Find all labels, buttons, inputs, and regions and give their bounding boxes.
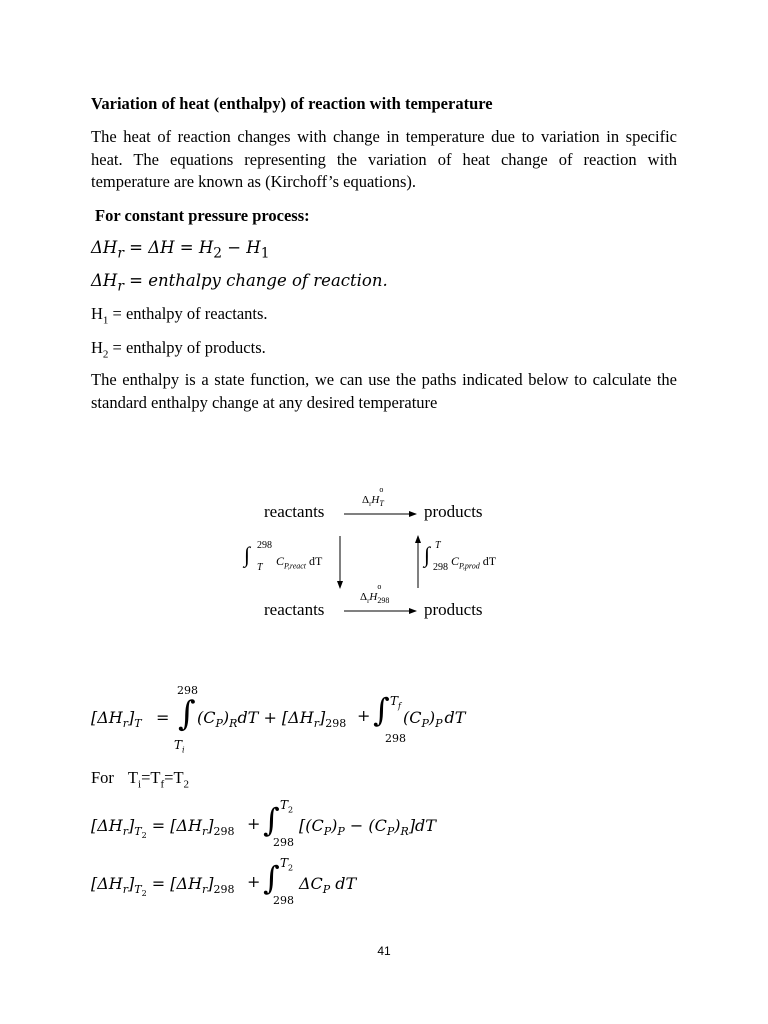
eq-text: =T [164, 768, 184, 787]
eq-sub: R [400, 825, 409, 839]
eq-text: (C [197, 708, 216, 727]
eq-sub: r [369, 500, 372, 509]
bottom-left-reactants: reactants [264, 600, 325, 619]
eq-text: ] [318, 708, 326, 727]
eq-text: H [369, 591, 378, 603]
top-right-products: products [424, 502, 483, 521]
eq-text: = [ΔH [146, 874, 203, 893]
eq-text: Δ [360, 591, 368, 603]
eq-text: dT [330, 874, 357, 893]
eq3-int-upper [280, 856, 294, 873]
eq-text: = [ΔH [146, 816, 203, 835]
eq-sub: r [117, 245, 124, 262]
enthalpy-cycle-diagram [230, 485, 530, 630]
integral-sign-icon: ∫ [424, 542, 431, 567]
eq-text: T [280, 798, 289, 812]
eq-text: ) [394, 816, 401, 835]
eq-text: ]dT [408, 816, 436, 835]
eq-text: =T [141, 768, 161, 787]
bottom-arrow-label: $\Delta_rH$ o $_{298}$ [360, 582, 390, 606]
h1-definition [91, 304, 268, 327]
eq-text: ΔH [91, 238, 118, 257]
integrand [451, 554, 496, 569]
eq-text: T [134, 883, 142, 897]
eq-sub: 2 [141, 889, 147, 899]
eq-sub: R [229, 717, 238, 731]
main-equation [91, 684, 691, 754]
eq-sub: P [421, 717, 429, 731]
eq-text: [(C [299, 816, 324, 835]
eq2-int-upper [280, 798, 294, 815]
second-equation [91, 798, 691, 854]
eq-sub: P,prod [459, 561, 480, 571]
eq-text: [ΔH [91, 816, 123, 835]
eq-text: T [390, 694, 399, 708]
eq-sub: i [182, 745, 185, 755]
eq-text: H [371, 494, 380, 506]
int1-upper: 298 [177, 684, 198, 697]
int2-upper [390, 694, 401, 711]
eq-sub [134, 825, 147, 841]
integral-sign-icon: ∫ [373, 691, 390, 729]
eq-sub: 2 [288, 805, 294, 815]
eq-sub: r [122, 717, 129, 731]
eq3-int-lower: 298 [273, 894, 294, 907]
eq-sub: 2 [213, 245, 222, 262]
page-number: 41 [377, 944, 391, 958]
eq-sub: r [367, 597, 370, 606]
eq-text: = ΔH = H [123, 238, 214, 257]
eq-sub: 2 [183, 778, 190, 791]
eq-sub: 298 [325, 717, 347, 731]
eq-sub: P [337, 825, 345, 839]
eq3-body [299, 874, 357, 897]
third-equation [91, 856, 691, 912]
left-integral [244, 538, 336, 578]
eq-text: ) [428, 708, 436, 727]
eq3-plus: + [247, 872, 261, 891]
integral-sign-icon: ∫ [263, 801, 280, 839]
integral-lower: T [257, 562, 263, 573]
eq-sub: f [160, 778, 165, 791]
eq-sub: 298 [377, 596, 390, 606]
integral-lower: 298 [433, 562, 448, 573]
eq-text: = enthalpy of reactants. [108, 304, 268, 323]
eq-sub: P [215, 717, 223, 731]
eq-text: C [451, 554, 460, 568]
right-integral [424, 538, 524, 578]
eq-text: dT [444, 708, 466, 727]
eq-sub: r [202, 883, 208, 897]
eq-sub: i [138, 778, 142, 791]
eq3-lhs [91, 874, 235, 899]
top-arrow-label: $\Delta_rH$ o $_T$ [362, 485, 384, 509]
main-eq-body [197, 708, 347, 731]
intro-paragraph: The heat of reaction changes with change in temperature due to variation in specific heat. The equations representing the variation of heat change of reaction with temperature are known as (Kirchoff’s equations). [91, 127, 677, 191]
eq-sub: T [379, 499, 384, 509]
eq-text: ] [207, 874, 214, 893]
top-left-reactants: reactants [264, 502, 325, 521]
eq-sub: P,react [284, 561, 307, 571]
h2-definition [91, 338, 266, 361]
eq-text: T [127, 768, 139, 787]
eq-sub: r [117, 278, 124, 295]
integrand [276, 554, 322, 569]
eq-text: [ΔH [91, 874, 123, 893]
eq-text: ] [128, 708, 135, 727]
eq-text: [ΔH [91, 708, 123, 727]
state-function-paragraph: The enthalpy is a state function, we can use the paths indicated below to calculate the standard enthalpy change at any desired temperature [91, 370, 677, 412]
int2-lower: 298 [385, 732, 406, 745]
eq-text: = enthalpy change of reaction. [123, 271, 388, 290]
eq-text: ΔC [299, 874, 323, 893]
eq2-body [299, 816, 436, 839]
main-eq-lhs [91, 708, 142, 731]
eq2-lhs [91, 816, 235, 841]
eq-sub: T [134, 717, 142, 731]
section-heading: Variation of heat (enthalpy) of reaction with temperature [91, 94, 493, 113]
eq-sub: r [122, 825, 129, 839]
eq-text: dT + [ΔH [237, 708, 314, 727]
eq-text: T [174, 738, 183, 752]
eq2-int-lower: 298 [273, 836, 294, 849]
eq-text: ) [331, 816, 338, 835]
eq-sub: 298 [213, 883, 235, 897]
eq-text: ] [207, 816, 214, 835]
eq-sub: f [398, 701, 401, 711]
eq-text: ] [128, 816, 135, 835]
int1-lower [174, 738, 185, 755]
eq-text: = enthalpy of products. [108, 338, 266, 357]
integral-sign-icon: ∫ [178, 694, 196, 734]
eq-sub: 2 [102, 348, 109, 361]
eq-text: dT [479, 554, 497, 568]
eq-text: T [280, 856, 289, 870]
integral-upper: 298 [257, 540, 272, 551]
eq-text: dT [306, 554, 323, 568]
eq-text: ] [128, 874, 135, 893]
eq-text: − (C [344, 816, 387, 835]
integral-sign-icon: ∫ [263, 859, 280, 897]
eq-sub: 1 [260, 245, 270, 262]
delta-h-equation [91, 238, 270, 262]
eq-text: H [91, 338, 103, 357]
integral-upper: T [435, 540, 441, 551]
eq-sub: 1 [102, 314, 109, 327]
eq-text: T [134, 825, 142, 839]
eq-sub: P [435, 717, 443, 731]
eq-sub [134, 883, 147, 899]
eq-text: Δ [362, 494, 370, 506]
constant-pressure-heading: For constant pressure process: [95, 206, 310, 225]
eq-sub: 2 [288, 863, 294, 873]
main-eq-plus: + [357, 706, 371, 725]
delta-h-definition [91, 271, 388, 295]
eq-text: For [91, 768, 114, 787]
eq-text: C [276, 554, 285, 568]
eq-text: ) [222, 708, 230, 727]
main-eq-body2 [403, 708, 466, 731]
eq2-plus: + [247, 814, 261, 833]
eq-sub: 2 [141, 831, 147, 841]
for-condition [91, 768, 190, 791]
eq-sub: 298 [213, 825, 235, 839]
eq-sub: P [386, 825, 395, 839]
eq-text: − H [221, 238, 261, 257]
eq-text: H [91, 304, 103, 323]
eq-sub: r [313, 717, 319, 731]
eq-text: (C [403, 708, 422, 727]
eq-sub: r [202, 825, 208, 839]
eq-sub: P [323, 825, 332, 839]
bottom-right-products: products [424, 600, 483, 619]
eq-sub: r [122, 883, 129, 897]
eq-sub: P [322, 883, 331, 897]
main-eq-equals: = [156, 708, 170, 727]
eq-text: ΔH [91, 271, 118, 290]
integral-sign-icon: ∫ [244, 542, 251, 567]
